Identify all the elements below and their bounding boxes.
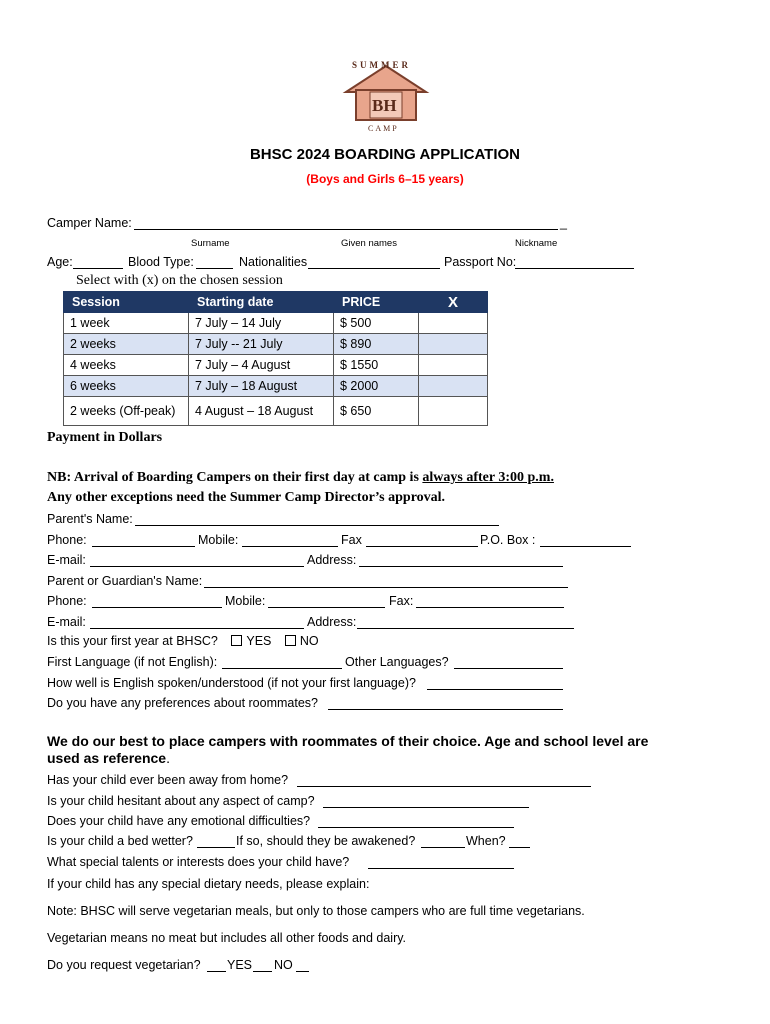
logo-bottom-text: CAMP: [368, 124, 399, 133]
age-field[interactable]: [73, 268, 123, 269]
date-cell: 7 July -- 21 July: [189, 334, 334, 355]
awakened-label: If so, should they be awakened?: [236, 834, 416, 848]
surname-label: Surname: [191, 238, 230, 249]
veg-no-field[interactable]: [253, 971, 272, 972]
guardian-email-field[interactable]: [90, 628, 304, 629]
table-row: [64, 313, 488, 334]
select-cell[interactable]: [419, 334, 488, 355]
table-row: [64, 334, 488, 355]
first-language-label: First Language (if not English):: [47, 655, 218, 669]
guardian-name-field[interactable]: [204, 587, 568, 588]
away-from-home-field[interactable]: [297, 786, 591, 787]
arrival-notice: [47, 470, 554, 486]
page-title: BHSC 2024 BOARDING APPLICATION: [249, 146, 521, 163]
mobile-field[interactable]: [242, 546, 338, 547]
session-cell: 2 weeks: [64, 334, 189, 355]
vegetarian-note: Note: BHSC will serve vegetarian meals, but only to those campers who are full time vegetarians.: [47, 904, 585, 918]
english-level-label: How well is English spoken/understood (if not your first language)?: [47, 676, 416, 690]
talents-label: What special talents or interests does your child have?: [47, 855, 350, 869]
select-cell[interactable]: [419, 376, 488, 397]
date-cell: 7 July – 14 July: [189, 313, 334, 334]
other-languages-field[interactable]: [454, 668, 563, 669]
date-cell: 7 July – 18 August: [189, 376, 334, 397]
fax-field[interactable]: [366, 546, 478, 547]
session-table: [63, 291, 488, 426]
session-cell: 1 week: [64, 313, 189, 334]
session-instruction: Select with (x) on the chosen session: [76, 273, 283, 288]
table-row: [64, 376, 488, 397]
english-level-field[interactable]: [427, 689, 563, 690]
veg-no-mark-field[interactable]: [296, 971, 309, 972]
blood-type-label: Blood Type:: [128, 255, 194, 269]
vegetarian-meaning: Vegetarian means no meat but includes all other foods and dairy.: [47, 931, 407, 945]
vegetarian-request-label: Do you request vegetarian?: [47, 958, 201, 972]
camper-name-field[interactable]: [134, 229, 558, 230]
away-from-home-label: Has your child ever been away from home?: [47, 773, 289, 787]
page-subtitle: (Boys and Girls 6–15 years): [306, 172, 464, 186]
address-label: Address:: [307, 553, 357, 567]
passport-field[interactable]: [515, 268, 634, 269]
hesitant-label: Is your child hesitant about any aspect of camp?: [47, 794, 315, 808]
roommate-policy-line2: [47, 750, 170, 766]
header-price: PRICE: [334, 292, 419, 313]
arrival-notice-text: NB: Arrival of Boarding Campers on their first day at camp is: [47, 470, 423, 485]
guardian-name-label: Parent or Guardian's Name:: [47, 574, 203, 588]
when-field[interactable]: [509, 847, 530, 848]
passport-label: Passport No:: [444, 255, 517, 269]
mobile-label: Mobile:: [198, 533, 239, 547]
guardian-mobile-field[interactable]: [268, 607, 385, 608]
session-cell: 2 weeks (Off-peak): [64, 397, 189, 426]
arrival-time-emphasis: always after 3:00 p.m.: [422, 470, 554, 485]
session-cell: 6 weeks: [64, 376, 189, 397]
date-cell: 7 July – 4 August: [189, 355, 334, 376]
guardian-phone-label: Phone:: [47, 594, 87, 608]
session-cell: 4 weeks: [64, 355, 189, 376]
header-session: Session: [64, 292, 189, 313]
roommate-policy-period: .: [166, 750, 170, 766]
fax-label: Fax: [341, 533, 362, 547]
emotional-field[interactable]: [318, 827, 514, 828]
yes-checkbox[interactable]: [231, 635, 242, 646]
camper-name-label: Camper Name:: [47, 216, 132, 230]
hesitant-field[interactable]: [323, 807, 529, 808]
veg-no-label: NO: [274, 958, 293, 972]
payment-note: Payment in Dollars: [47, 430, 163, 445]
roommates-label: Do you have any preferences about roommates?: [47, 696, 318, 710]
veg-yes-field[interactable]: [207, 971, 226, 972]
guardian-address-field[interactable]: [357, 628, 574, 629]
logo-monogram: BH: [372, 96, 397, 115]
camper-name-tail: _: [560, 216, 567, 230]
select-cell[interactable]: [419, 397, 488, 426]
date-cell: 4 August – 18 August: [189, 397, 334, 426]
select-cell[interactable]: [419, 313, 488, 334]
first-year-question: [47, 634, 319, 648]
first-year-label: Is this your first year at BHSC?: [47, 634, 218, 648]
guardian-fax-field[interactable]: [416, 607, 564, 608]
nickname-label: Nickname: [515, 238, 558, 249]
address-field[interactable]: [359, 566, 563, 567]
table-row: [64, 397, 488, 426]
nationalities-field[interactable]: [308, 268, 440, 269]
price-cell: $ 1550: [334, 355, 419, 376]
price-cell: $ 2000: [334, 376, 419, 397]
no-label: NO: [299, 634, 319, 648]
header-select: X: [419, 292, 488, 313]
talents-field[interactable]: [368, 868, 514, 869]
guardian-address-label: Address:: [307, 615, 357, 629]
email-label: E-mail:: [47, 553, 86, 567]
roommate-policy: We do our best to place campers with roommates of their choice. Age and school level are: [47, 733, 649, 749]
parents-name-label: Parent's Name:: [47, 512, 133, 526]
age-label: Age:: [47, 255, 73, 269]
when-label: When?: [466, 834, 506, 848]
veg-yes-label: YES: [227, 958, 253, 972]
phone-field[interactable]: [92, 546, 195, 547]
exceptions-notice: Any other exceptions need the Summer Camp Director’s approval.: [47, 490, 446, 505]
phone-label: Phone:: [47, 533, 87, 547]
price-cell: $ 890: [334, 334, 419, 355]
given-names-label: Given names: [341, 238, 397, 249]
roommate-policy-text: used as reference: [47, 750, 167, 766]
camp-logo: [338, 56, 434, 136]
po-box-label: P.O. Box :: [480, 533, 536, 547]
price-cell: $ 650: [334, 397, 419, 426]
no-checkbox[interactable]: [285, 635, 296, 646]
other-languages-label: Other Languages?: [345, 655, 449, 669]
po-box-field[interactable]: [540, 546, 631, 547]
dietary-label: If your child has any special dietary needs, please explain:: [47, 877, 370, 891]
bed-wetter-field[interactable]: [197, 847, 235, 848]
yes-label: YES: [246, 634, 272, 648]
select-cell[interactable]: [419, 355, 488, 376]
roommates-field[interactable]: [328, 709, 563, 710]
parents-name-field[interactable]: [135, 525, 499, 526]
header-starting-date: Starting date: [189, 292, 334, 313]
guardian-fax-label: Fax:: [389, 594, 414, 608]
emotional-label: Does your child have any emotional difficulties?: [47, 814, 311, 828]
guardian-email-label: E-mail:: [47, 615, 86, 629]
first-language-field[interactable]: [222, 668, 342, 669]
price-cell: $ 500: [334, 313, 419, 334]
blood-type-field[interactable]: [196, 268, 233, 269]
logo-top-text: SUMMER: [352, 60, 411, 70]
bed-wetter-label: Is your child a bed wetter?: [47, 834, 193, 848]
guardian-mobile-label: Mobile:: [225, 594, 266, 608]
guardian-phone-field[interactable]: [92, 607, 222, 608]
awakened-field[interactable]: [421, 847, 465, 848]
table-row: [64, 355, 488, 376]
email-field[interactable]: [90, 566, 304, 567]
nationalities-label: Nationalities: [239, 255, 308, 269]
